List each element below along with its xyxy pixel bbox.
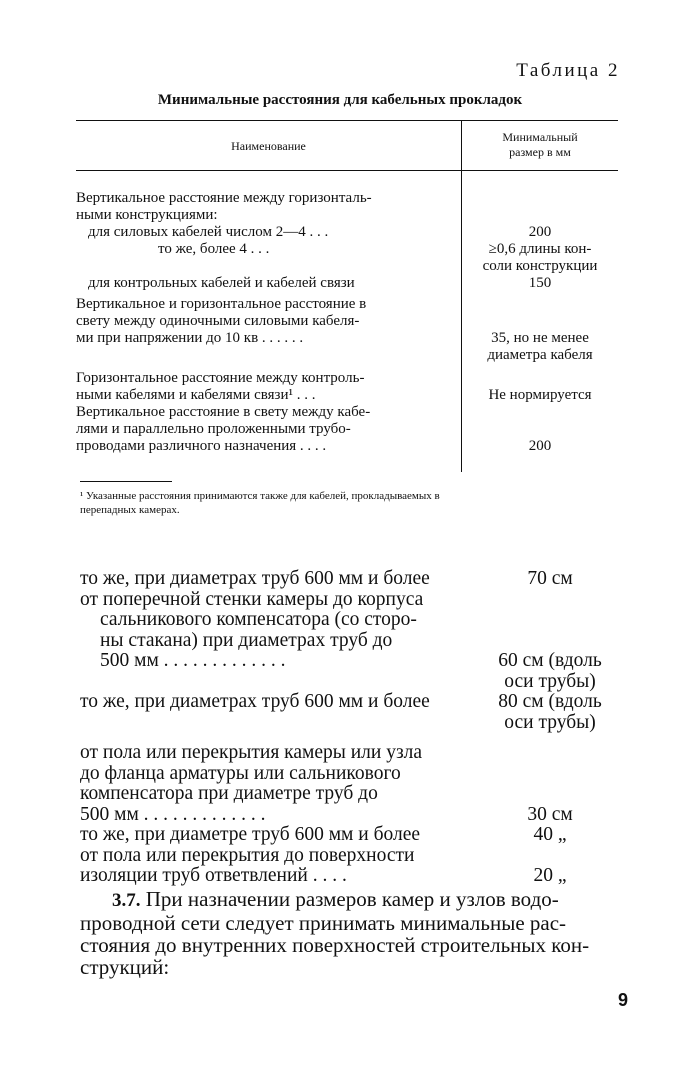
table-row — [76, 370, 618, 387]
body-line-text: то же, при диаметрах труб 600 мм и более — [80, 692, 430, 712]
table-cell-size: соли конструкции — [482, 258, 598, 274]
body-line — [80, 866, 625, 887]
body-list — [80, 569, 625, 887]
table-row — [76, 404, 618, 421]
table-cell-name: проводами различного назначения . . . . — [76, 438, 327, 454]
table-top-rule — [76, 120, 618, 121]
body-line-text: изоляции труб ответвлений . . . . — [80, 866, 347, 886]
table-cell-name: ными кабелями и кабелями связи¹ . . . — [76, 387, 316, 403]
table-cell-name: для силовых кабелей числом 2—4 . . . — [88, 224, 329, 240]
body-line — [80, 590, 625, 611]
table-cell-size: Не нормируется — [488, 387, 592, 403]
body-line-value: 20 „ — [533, 865, 567, 886]
page-number: 9 — [617, 990, 628, 1010]
body-line-value: 40 „ — [533, 824, 567, 845]
body-line-value: оси трубы) — [504, 670, 596, 692]
paragraph-3-7 — [80, 888, 625, 978]
table-cell-name: то же, более 4 . . . — [158, 241, 270, 257]
paragraph-line-1: При назначении размеров камер и узлов водо- — [145, 887, 559, 911]
body-line — [80, 825, 625, 846]
table-cell-size: ≥0,6 длины кон- — [488, 241, 592, 257]
body-line — [80, 569, 625, 590]
body-line-text: 500 мм . . . . . . . . . . . . . — [100, 651, 286, 671]
footnote-line-2: перепадных камерах. — [80, 504, 180, 516]
body-line — [80, 713, 625, 734]
table-cell-size: 200 — [528, 438, 552, 454]
table-cell-name — [76, 258, 456, 275]
body-line-value: 80 см (вдоль — [498, 691, 602, 712]
body-line-text: ны стакана) при диаметрах труб до — [100, 630, 393, 651]
body-line-text: от пола или перекрытия камеры или узла — [80, 743, 423, 763]
table-row — [76, 421, 618, 438]
body-line-text: до фланца арматуры или сальникового — [80, 763, 401, 784]
body-line-value: оси трубы) — [504, 711, 596, 733]
table-row — [76, 387, 618, 404]
column-header-size — [462, 130, 618, 160]
body-line-text: от поперечной стенки камеры до корпуса — [80, 589, 424, 610]
table-row — [76, 190, 618, 207]
paragraph-line-3: стояния до внутренних поверхностей строительных кон- — [80, 933, 590, 957]
paragraph-number: 3.7. — [112, 890, 141, 911]
table-cell-name: для контрольных кабелей и кабелей связи — [88, 275, 355, 291]
table-cell-size: диаметра кабеля — [487, 347, 593, 363]
body-line-text: компенсатора при диаметре труб до — [80, 784, 378, 804]
table-cell-size: 200 — [528, 224, 552, 240]
body-line — [80, 631, 625, 652]
table-header-rule — [76, 170, 618, 171]
table-cell-name: Горизонтальное расстояние между контроль- — [76, 370, 365, 386]
table-cell-name — [76, 347, 456, 364]
body-line — [80, 651, 625, 672]
column-header-size-line-2: размер в мм — [509, 145, 571, 159]
table-row — [76, 296, 618, 313]
body-line — [80, 743, 625, 764]
table-cell-name: Вертикальное и горизонтальное расстояние в — [76, 296, 367, 312]
footnote-rule — [80, 481, 172, 482]
body-line-value: 70 см — [527, 568, 573, 589]
table-cell-name: ными конструкциями: — [76, 207, 218, 223]
table-row — [76, 438, 618, 455]
table-cell-size: 35, но не менее — [491, 330, 589, 346]
table-row — [76, 313, 618, 330]
table-row — [76, 258, 618, 275]
table-cell-name: Вертикальное расстояние между горизонталь- — [76, 190, 372, 206]
table-row — [76, 224, 618, 241]
table-cell-size: 150 — [528, 275, 552, 291]
body-line-text: 500 мм . . . . . . . . . . . . . — [80, 804, 266, 825]
table-row — [76, 347, 618, 364]
body-line-value: 30 см — [527, 803, 573, 825]
paragraph-line-2: проводной сети следует принимать минимальные рас- — [80, 911, 567, 935]
body-line — [80, 846, 625, 867]
body-line-text: то же, при диаметрах труб 600 мм и более — [80, 569, 430, 589]
body-line-text: от пола или перекрытия до поверхности — [80, 845, 415, 866]
body-line — [80, 610, 625, 631]
table-cell-name: ми при напряжении до 10 кв . . . . . . — [76, 330, 304, 346]
body-line-text: сальникового компенсатора (со сторо- — [100, 610, 417, 630]
table-body — [76, 190, 618, 455]
table-title: Минимальные расстояния для кабельных прокладок — [157, 92, 523, 108]
column-header-size-line-1: Минимальный — [502, 130, 578, 144]
body-line — [80, 672, 625, 693]
body-line-text: то же, при диаметре труб 600 мм и более — [80, 825, 421, 845]
body-line — [80, 764, 625, 785]
table-label: Таблица 2 — [516, 60, 620, 81]
table-row — [76, 207, 618, 224]
body-line-value: 60 см (вдоль — [498, 650, 602, 671]
column-header-name: Наименование — [231, 139, 306, 153]
table-cell-name: свету между одиночными силовыми кабеля- — [76, 313, 360, 329]
body-line — [80, 805, 625, 826]
body-line — [80, 692, 625, 713]
table-cell-name: Вертикальное расстояние в свету между кабе- — [76, 404, 371, 420]
table-cell-name: лями и параллельно проложенными трубо- — [76, 421, 351, 437]
footnote-line-1: ¹ Указанные расстояния принимаются также для кабелей, прокладываемых в — [80, 490, 440, 502]
table-row — [76, 241, 618, 258]
table-row — [76, 275, 618, 292]
footnote — [80, 489, 625, 517]
paragraph-line-4: струкций: — [80, 955, 170, 979]
table-row — [76, 330, 618, 347]
body-line — [80, 784, 625, 805]
